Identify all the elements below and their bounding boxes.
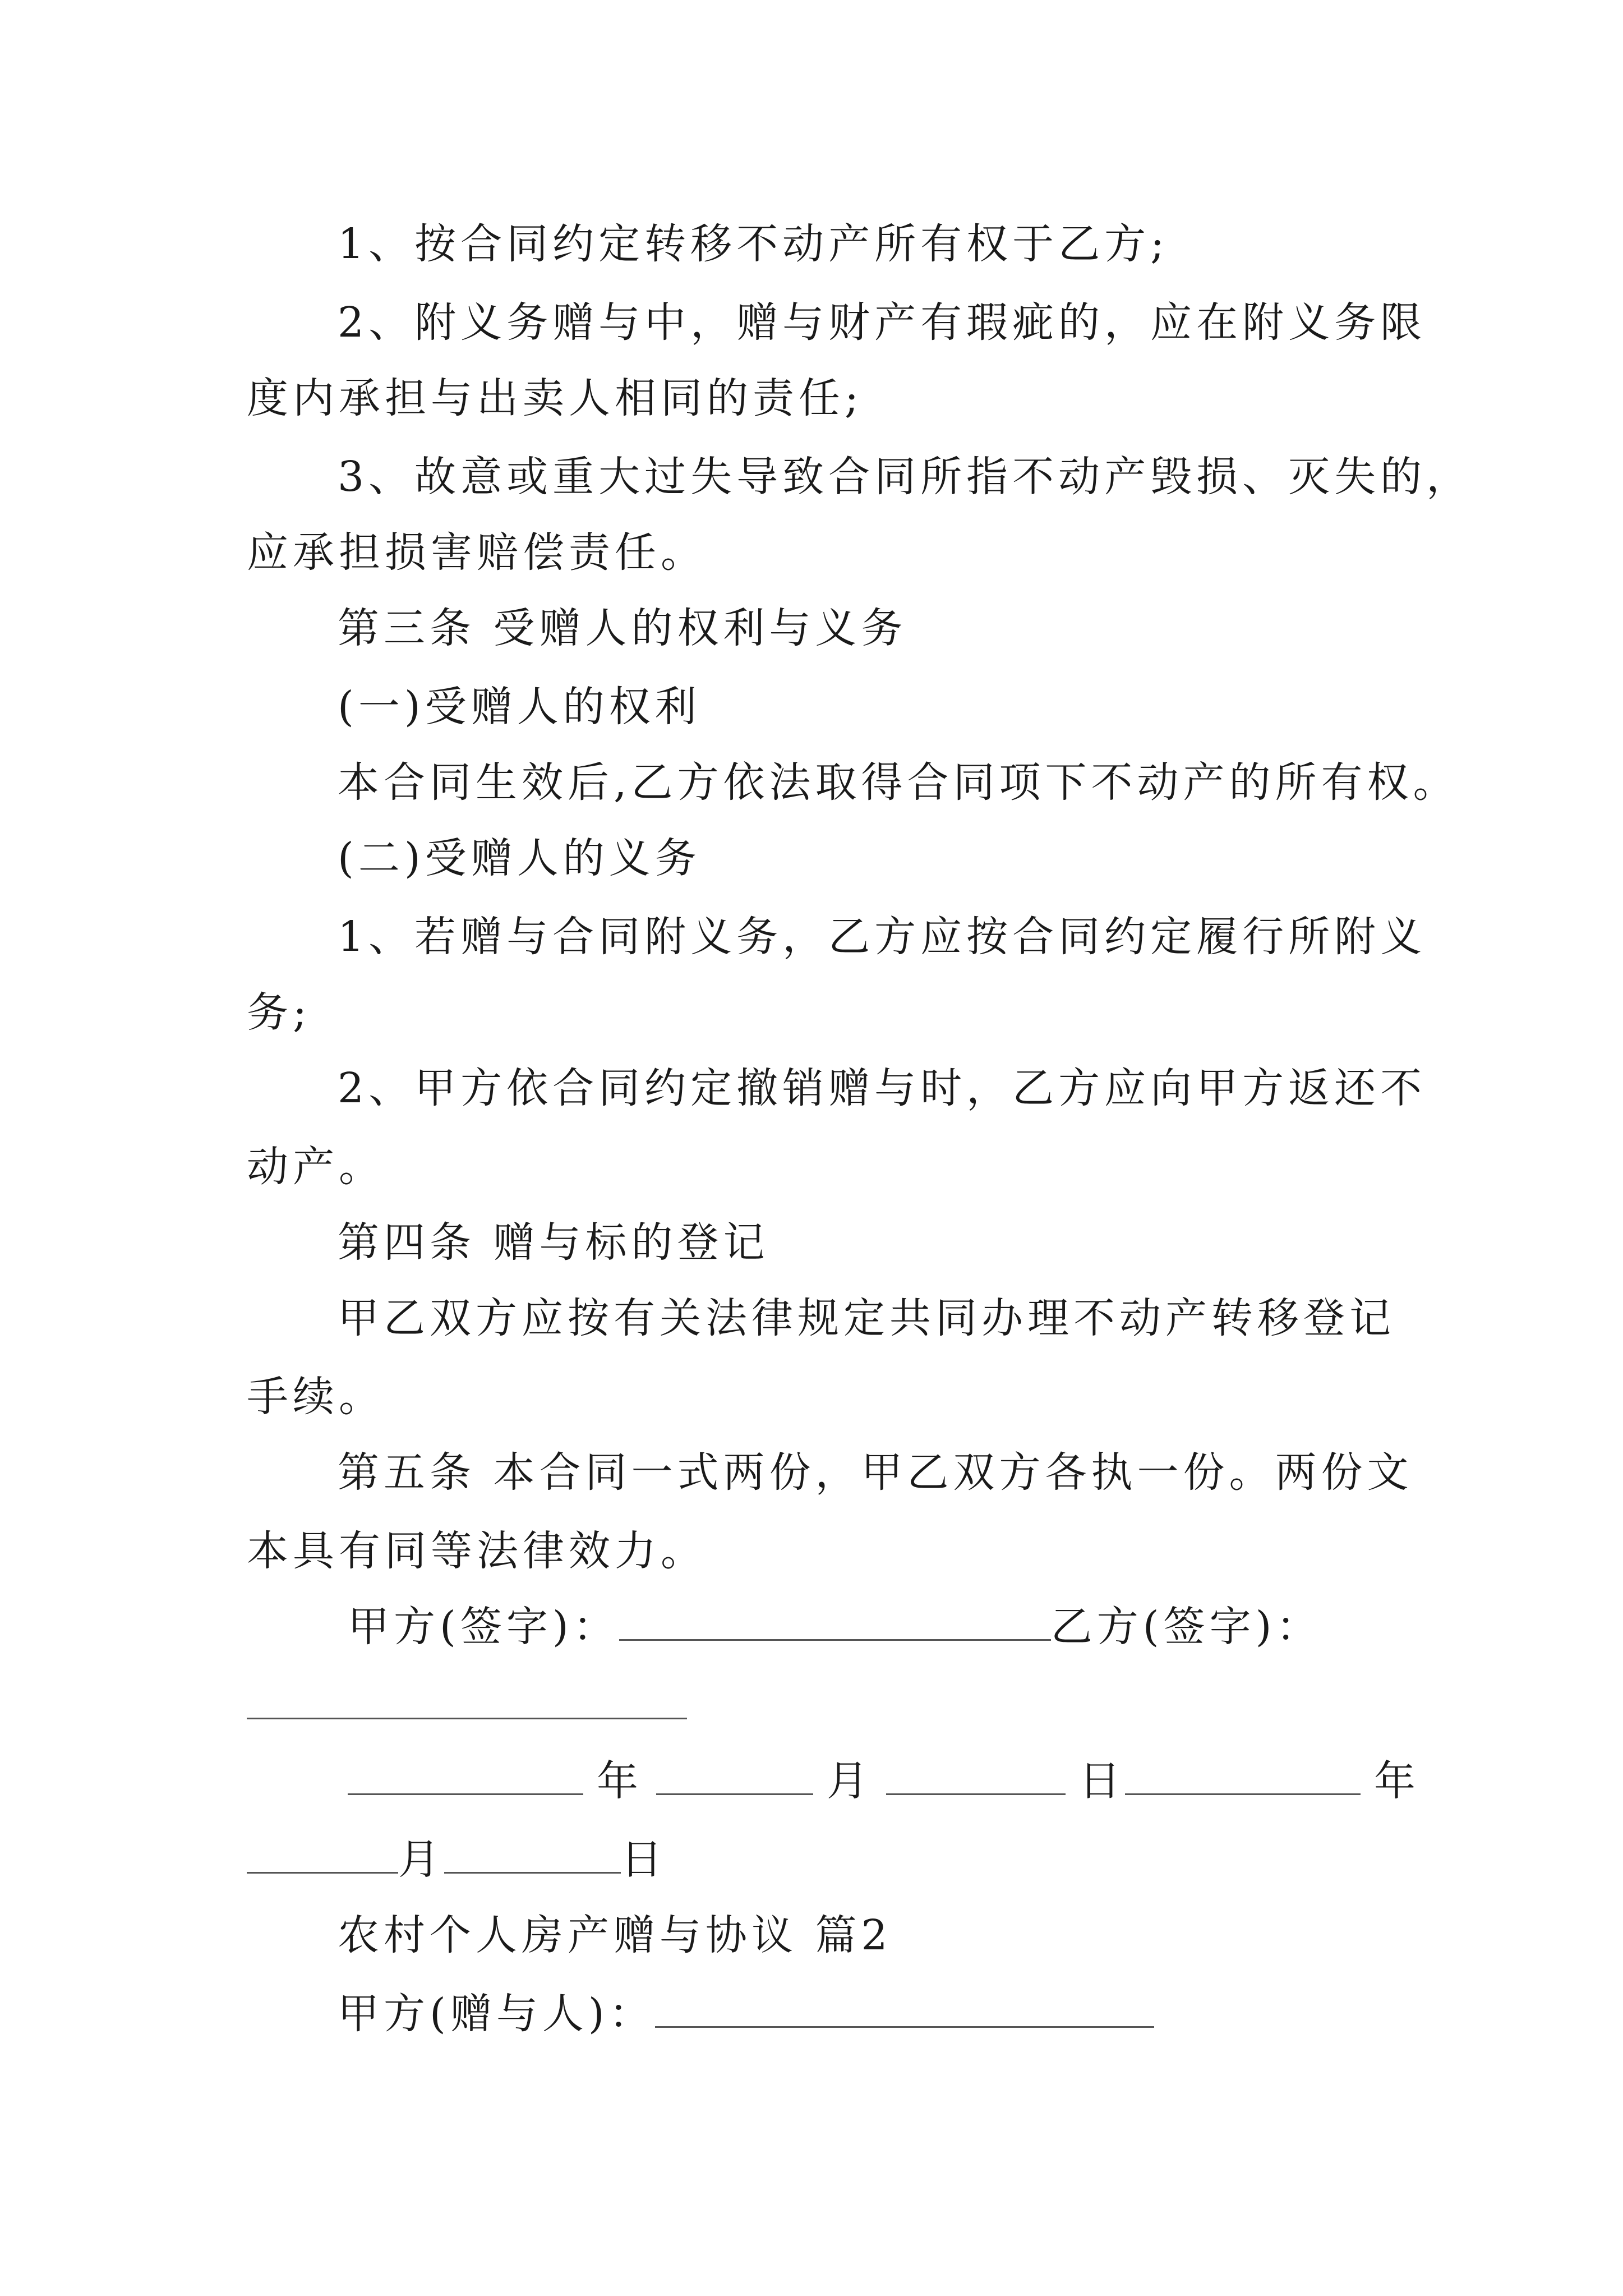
article-3-rights-text: 本合同生效后,乙方依法取得合同项下不动产的所有权。: [338, 758, 1459, 807]
article-5-line1: 第五条 本合同一式两份，甲乙双方各执一份。两份文: [338, 1448, 1413, 1497]
article-3-sub-duties: (二)受赠人的义务: [338, 834, 701, 882]
date-a-year-blank[interactable]: [348, 1754, 583, 1795]
date-line: [348, 1753, 1486, 1809]
next-party-a-label: 甲方(赠与人)：: [338, 1990, 655, 2038]
duty-item-1-line2: 务;: [247, 988, 311, 1037]
clause-item-2-line1: 2、附义务赠与中，赠与财产有瑕疵的，应在附义务限: [338, 298, 1427, 347]
article-4-text-line2: 手续。: [247, 1373, 385, 1421]
date-a-year-label: 年: [597, 1757, 643, 1805]
date-b-year-label: 年: [1374, 1757, 1420, 1805]
date-b-month-label: 月: [398, 1835, 444, 1884]
date-a-day-label: 日: [1079, 1757, 1125, 1805]
article-5-line2: 本具有同等法律效力。: [247, 1527, 707, 1575]
date-line-2: [247, 1832, 1385, 1888]
clause-item-1: 1、按合同约定转移不动产所有权于乙方;: [338, 220, 1169, 268]
next-party-a-blank[interactable]: [655, 1987, 1154, 2028]
date-a-day-blank[interactable]: [886, 1754, 1066, 1795]
date-a-month-label: 月: [827, 1757, 873, 1805]
date-b-day-blank[interactable]: [444, 1833, 621, 1874]
clause-item-3-line1: 3、故意或重大过失导致合同所指不动产毁损、灭失的，: [338, 453, 1473, 501]
clause-item-3-line2: 应承担损害赔偿责任。: [247, 528, 707, 577]
date-b-month-blank[interactable]: [247, 1833, 398, 1874]
party-b-sign-blank[interactable]: [247, 1678, 687, 1719]
article-3-sub-rights: (一)受赠人的权利: [338, 683, 701, 731]
date-a-month-blank[interactable]: [656, 1754, 813, 1795]
clause-item-2-line2: 度内承担与出卖人相同的责任;: [247, 374, 863, 422]
party-b-sign-blank-row: [247, 1677, 1385, 1733]
party-a-sign-label: 甲方(签字)：: [348, 1603, 619, 1651]
duty-item-2-line1: 2、甲方依合同约定撤销赠与时，乙方应向甲方返还不: [338, 1064, 1427, 1112]
next-party-a-row: [338, 1986, 1476, 2042]
duty-item-1-line1: 1、若赠与合同附义务，乙方应按合同约定履行所附义: [338, 913, 1427, 961]
party-a-sign-blank[interactable]: [619, 1600, 1051, 1641]
date-b-year-blank[interactable]: [1125, 1754, 1361, 1795]
article-3-heading: 第三条 受赠人的权利与义务: [338, 604, 907, 652]
article-4-heading: 第四条 赠与标的登记: [338, 1218, 769, 1267]
party-b-sign-label: 乙方(签字)：: [1050, 1603, 1322, 1651]
next-agreement-title: 农村个人房产赠与协议 篇2: [338, 1911, 892, 1959]
signature-line: [348, 1599, 1486, 1655]
article-4-text-line1: 甲乙双方应按有关法律规定共同办理不动产转移登记: [338, 1294, 1395, 1342]
duty-item-2-line2: 动产。: [247, 1143, 385, 1191]
date-b-day-label: 日: [621, 1835, 667, 1884]
